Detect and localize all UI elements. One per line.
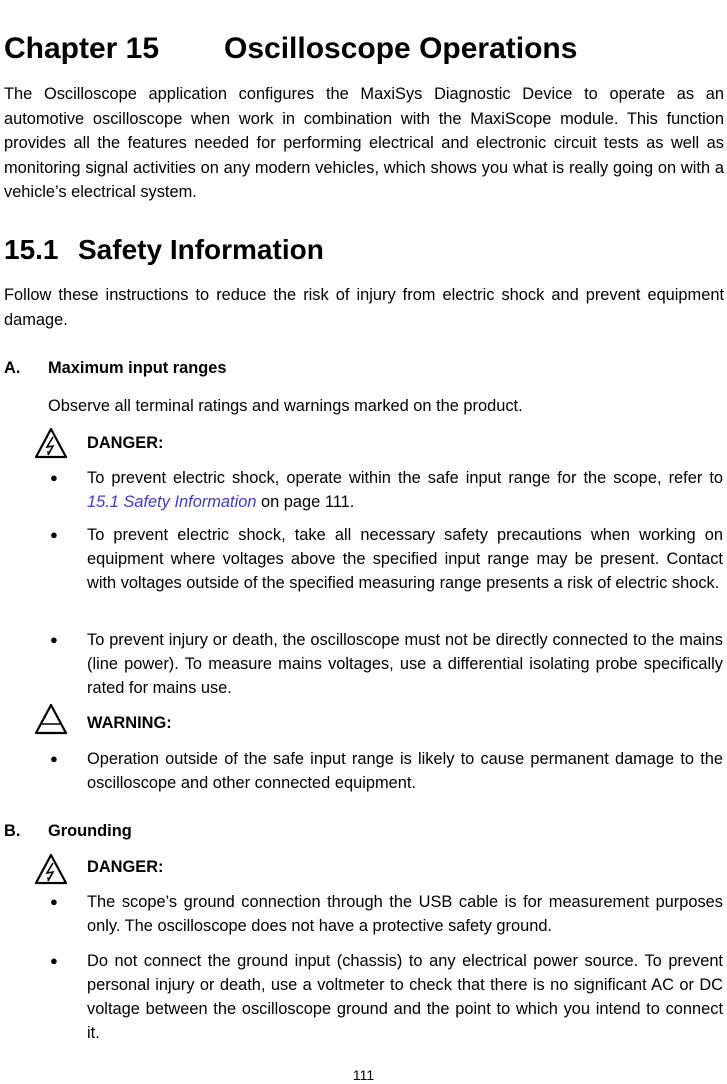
danger-item-2: To prevent electric shock, take all necessary safety precautions when working on equipment where voltages above the specified input range may be present. Contact with voltages outside of the specified measuring range presents a risk of electric shock.	[87, 526, 723, 592]
danger-item-1	[87, 466, 723, 514]
warning-label: WARNING:	[87, 714, 172, 732]
danger-item-3: To prevent injury or death, the oscilloscope must not be directly connected to the mains (line power). To measure mains voltages, use a differential isolating probe specifically rated for mains use.	[87, 631, 723, 697]
subsection-a-title: Maximum input ranges	[48, 359, 227, 377]
intro-paragraph: The Oscilloscope application configures the MaxiSys Diagnostic Device to operate as an automotive oscilloscope when work in combination with the MaxiScope module. This function provides all the features needed for performing electrical and electronic circuit tests as well as monitoring signal activities on any modern vehicles, which shows you what is really going on with a vehicle’s electrical system.	[4, 85, 724, 201]
section-number: 15.1	[4, 234, 59, 265]
warning-item: Operation outside of the safe input range is likely to cause permanent damage to the oscilloscope and other connected equipment.	[87, 750, 723, 792]
bullet-icon: ●	[50, 632, 58, 647]
danger-icon	[34, 426, 68, 460]
subsection-a-text: Observe all terminal ratings and warnings marked on the product.	[48, 397, 523, 415]
subsection-b-letter: B.	[4, 822, 21, 840]
bullet-icon: ●	[50, 527, 58, 542]
danger-icon	[34, 852, 68, 886]
chapter-heading	[4, 28, 724, 70]
grounding-item-2: Do not connect the ground input (chassis) to any electrical power source. To prevent personal injury or death, use a voltmeter to check that there is no significant AC or DC voltage between the oscilloscope ground and the point to which you intend to connect it.	[87, 952, 723, 1042]
chapter-number: Chapter 15	[4, 32, 160, 65]
warning-icon	[34, 702, 68, 736]
page-number: 111	[352, 1067, 375, 1083]
bullet-icon: ●	[50, 953, 58, 968]
section-title: Safety Information	[78, 234, 324, 265]
danger-label: DANGER:	[87, 858, 164, 876]
danger-item-1-suffix: on page 111.	[256, 493, 355, 511]
section-intro: Follow these instructions to reduce the risk of injury from electric shock and prevent equipment damage.	[4, 286, 724, 329]
subsection-a-letter: A.	[4, 359, 21, 377]
bullet-icon: ●	[50, 894, 58, 909]
danger-label: DANGER:	[87, 434, 164, 452]
chapter-title: Oscilloscope Operations	[224, 32, 578, 65]
subsection-b-title: Grounding	[48, 822, 132, 840]
grounding-item-1: The scope’s ground connection through the USB cable is for measurement purposes only. The oscilloscope does not have a protective safety ground.	[87, 893, 723, 935]
bullet-icon: ●	[50, 470, 58, 485]
safety-info-link[interactable]: 15.1 Safety Information	[87, 493, 257, 511]
danger-item-1-text: To prevent electric shock, operate within the safe input range for the scope, refer to	[87, 469, 723, 487]
bullet-icon: ●	[50, 751, 58, 766]
section-heading	[4, 230, 724, 270]
